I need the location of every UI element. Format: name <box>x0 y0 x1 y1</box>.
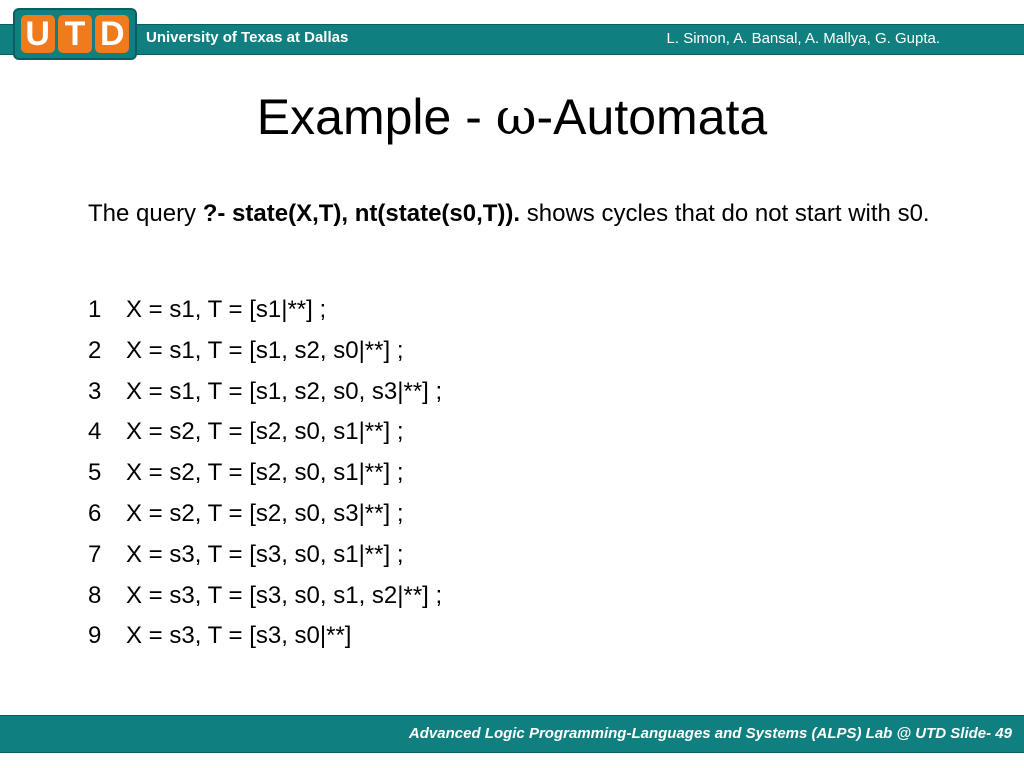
result-row <box>88 620 442 661</box>
logo-letter-d: D <box>95 15 129 53</box>
result-number: 2 <box>88 336 102 364</box>
result-text: X = s3, T = [s3, s0, s1, s2|**] ; <box>126 581 443 609</box>
result-number: 7 <box>88 540 102 568</box>
result-number: 4 <box>88 418 102 446</box>
result-row <box>88 457 442 498</box>
footer-text: Advanced Logic Programming-Languages and Systems (ALPS) Lab @ UTD Slide- 49 <box>408 725 1012 742</box>
result-row <box>88 376 442 417</box>
result-number: 1 <box>88 296 102 323</box>
result-row <box>88 498 442 539</box>
result-text: X = s1, T = [s1, s2, s0, s3|**] ; <box>126 377 443 405</box>
result-text: X = s2, T = [s2, s0, s3|**] ; <box>126 499 404 527</box>
result-number: 8 <box>88 581 102 609</box>
logo-letter-t: T <box>58 15 92 53</box>
result-number: 3 <box>88 377 102 405</box>
intro-before: The query <box>88 200 203 227</box>
slide-title <box>0 88 1024 146</box>
result-text: X = s1, T = [s1|**] ; <box>126 296 327 323</box>
result-text: X = s1, T = [s1, s2, s0|**] ; <box>126 336 404 364</box>
title-omega-symbol: ω <box>495 88 537 146</box>
results-list <box>88 294 442 661</box>
result-text: X = s3, T = [s3, s0, s1|**] ; <box>126 540 404 568</box>
result-text: X = s3, T = [s3, s0|**] <box>126 622 352 650</box>
result-row <box>88 580 442 621</box>
result-row <box>88 539 442 580</box>
utd-logo <box>13 8 137 60</box>
result-row <box>88 335 442 376</box>
result-number: 9 <box>88 622 102 650</box>
title-prefix: Example - <box>256 89 496 145</box>
intro-paragraph <box>88 196 986 232</box>
logo-letter-u: U <box>21 15 55 53</box>
result-number: 5 <box>88 459 102 487</box>
university-name: University of Texas at Dallas <box>146 29 349 46</box>
result-text: X = s2, T = [s2, s0, s1|**] ; <box>126 418 404 446</box>
result-text: X = s2, T = [s2, s0, s1|**] ; <box>126 459 404 487</box>
result-row <box>88 294 442 335</box>
authors: L. Simon, A. Bansal, A. Mallya, G. Gupta. <box>666 30 940 47</box>
result-number: 6 <box>88 499 102 527</box>
result-row <box>88 416 442 457</box>
intro-after: shows cycles that do not start with s0. <box>520 200 930 227</box>
title-suffix: -Automata <box>536 89 768 145</box>
intro-query: ?- state(X,T), nt(state(s0,T)). <box>202 200 521 227</box>
